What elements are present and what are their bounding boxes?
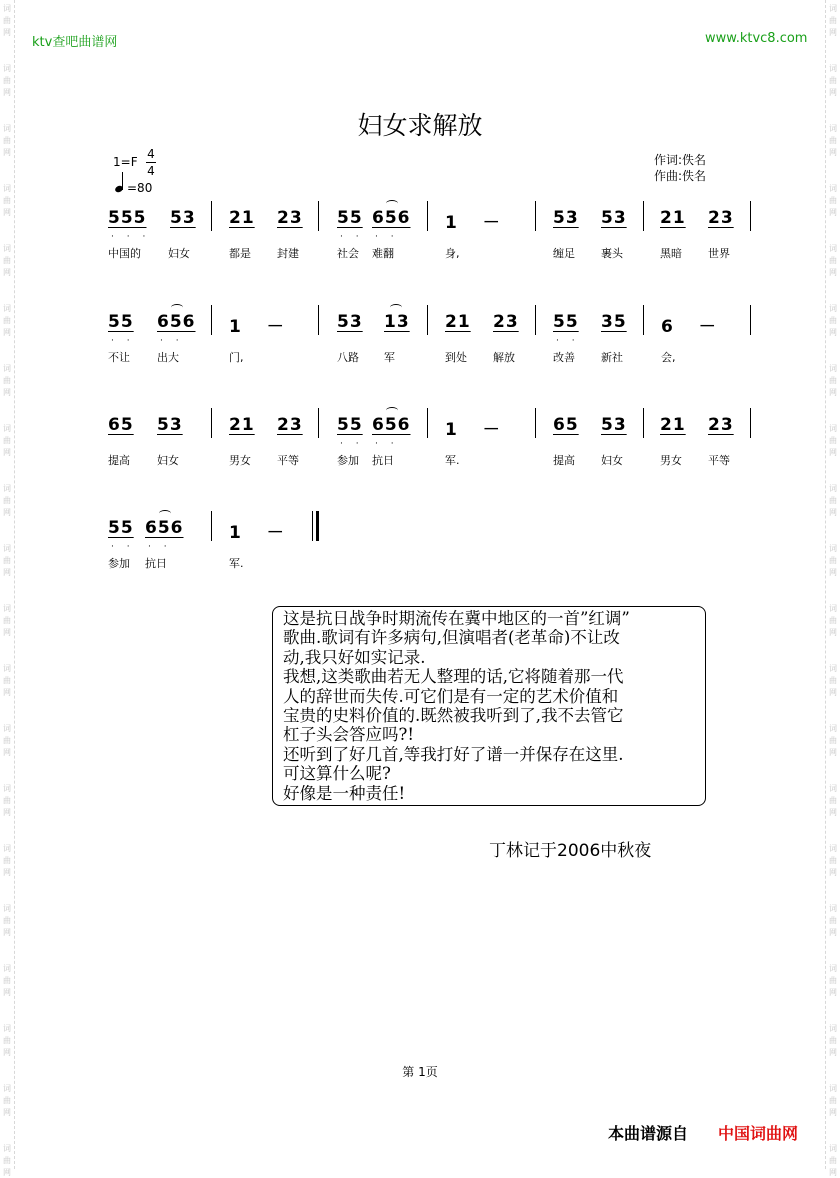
- margin-watermark-glyph: 网: [829, 28, 837, 37]
- lyricist: 作词:佚名: [654, 153, 707, 167]
- margin-watermark-glyph: 曲: [3, 1156, 11, 1165]
- footer-source-label: 本曲谱源自: [608, 1124, 689, 1143]
- score-note-group: 21: [229, 208, 255, 228]
- margin-watermark-glyph: 曲: [829, 196, 837, 205]
- lyric-syllables: 军.: [445, 454, 460, 467]
- lyric-syllables: 社会: [337, 247, 359, 260]
- margin-watermark-glyph: 曲: [3, 616, 11, 625]
- margin-watermark-glyph: 网: [3, 268, 11, 277]
- margin-watermark-glyph: 词: [3, 1084, 11, 1093]
- margin-watermark-glyph: 网: [3, 748, 11, 757]
- margin-watermark-glyph: 曲: [829, 856, 837, 865]
- margin-watermark-glyph: 曲: [3, 76, 11, 85]
- slur-mark: [390, 304, 402, 311]
- margin-watermark-glyph: 曲: [829, 16, 837, 25]
- margin-watermark-glyph: 网: [3, 628, 11, 637]
- margin-watermark-glyph: 网: [3, 568, 11, 577]
- score-note-group: 21: [445, 312, 471, 332]
- margin-watermark-glyph: 曲: [829, 976, 837, 985]
- octave-dots: · · ·: [111, 232, 151, 242]
- barline: [750, 305, 751, 335]
- margin-watermark-glyph: 词: [3, 124, 11, 133]
- margin-watermark-glyph: 网: [829, 1168, 837, 1177]
- score-note-group: 656: [372, 208, 411, 228]
- slur-mark: [159, 510, 171, 517]
- margin-watermark-glyph: 词: [3, 724, 11, 733]
- time-signature: [146, 146, 156, 179]
- slur-mark: [386, 200, 398, 207]
- margin-watermark-glyph: 曲: [3, 376, 11, 385]
- margin-watermark-glyph: 网: [829, 388, 837, 397]
- margin-watermark-glyph: 词: [3, 1144, 11, 1153]
- site-name-header[interactable]: ktv查吧曲谱网: [32, 35, 118, 50]
- barline: [750, 201, 751, 231]
- margin-watermark-glyph: 曲: [829, 1096, 837, 1105]
- lyric-syllables: 参加: [108, 557, 130, 570]
- score-note-group: 65: [108, 415, 134, 435]
- score-note-group: 65: [553, 415, 579, 435]
- lyric-syllables: 黑暗: [660, 247, 682, 260]
- margin-watermark-glyph: 网: [829, 508, 837, 517]
- octave-dots: · ·: [340, 232, 364, 242]
- score-note-group: 1 －: [445, 420, 510, 440]
- quarter-note-head-icon: [114, 185, 124, 194]
- lyric-syllables: 中国的: [108, 247, 141, 260]
- left-margin-strip: [0, 0, 15, 1177]
- lyric-syllables: 到处: [445, 351, 467, 364]
- margin-watermark-glyph: 网: [829, 808, 837, 817]
- time-signature-top: 4: [147, 147, 155, 161]
- margin-watermark-glyph: 网: [3, 808, 11, 817]
- margin-watermark-glyph: 词: [829, 124, 837, 133]
- lyric-syllables: 妇女: [168, 247, 190, 260]
- octave-dots: · ·: [148, 542, 172, 552]
- margin-watermark-glyph: 网: [829, 988, 837, 997]
- barline: [318, 408, 319, 438]
- margin-watermark-glyph: 词: [3, 484, 11, 493]
- margin-watermark-glyph: 词: [3, 4, 11, 13]
- margin-watermark-glyph: 网: [3, 1168, 11, 1177]
- margin-watermark-glyph: 曲: [3, 436, 11, 445]
- lyric-syllables: 都是: [229, 247, 251, 260]
- barline: [643, 201, 644, 231]
- margin-watermark-glyph: 网: [829, 928, 837, 937]
- margin-watermark-glyph: 曲: [3, 796, 11, 805]
- lyric-syllables: 妇女: [157, 454, 179, 467]
- margin-watermark-glyph: 曲: [3, 556, 11, 565]
- margin-watermark-glyph: 曲: [3, 1036, 11, 1045]
- lyric-syllables: 不让: [108, 351, 130, 364]
- slur-mark: [171, 304, 183, 311]
- score-note-group: 23: [708, 208, 734, 228]
- slur-mark: [386, 407, 398, 414]
- final-barline: [316, 511, 319, 541]
- score-note-group: 23: [708, 415, 734, 435]
- score-note-group: 53: [553, 208, 579, 228]
- margin-watermark-glyph: 词: [3, 784, 11, 793]
- lyric-syllables: 军.: [229, 557, 244, 570]
- margin-watermark-glyph: 网: [829, 688, 837, 697]
- octave-dots: · ·: [375, 439, 399, 449]
- margin-watermark-glyph: 网: [3, 28, 11, 37]
- margin-watermark-glyph: 网: [829, 748, 837, 757]
- score-note-group: 23: [277, 208, 303, 228]
- margin-watermark-glyph: 曲: [829, 436, 837, 445]
- score-note-group: 13: [384, 312, 410, 332]
- lyric-syllables: 裹头: [601, 247, 623, 260]
- lyric-syllables: 出大: [157, 351, 179, 364]
- commentary-line: 歌曲.歌词有许多病句,但演唱者(老革命)不让改: [283, 628, 620, 648]
- margin-watermark-glyph: 曲: [829, 136, 837, 145]
- margin-watermark-glyph: 词: [829, 304, 837, 313]
- footer-source-link[interactable]: 中国词曲网: [718, 1124, 799, 1143]
- score-note-group: 53: [601, 208, 627, 228]
- margin-watermark-glyph: 网: [829, 328, 837, 337]
- margin-watermark-glyph: 网: [3, 1108, 11, 1117]
- margin-watermark-glyph: 网: [829, 568, 837, 577]
- margin-watermark-glyph: 词: [829, 184, 837, 193]
- barline: [211, 408, 212, 438]
- margin-watermark-glyph: 词: [3, 604, 11, 613]
- song-title: 妇女求解放: [357, 111, 483, 140]
- margin-watermark-glyph: 曲: [829, 1156, 837, 1165]
- lyric-syllables: 平等: [708, 454, 730, 467]
- margin-watermark-glyph: 网: [829, 268, 837, 277]
- score-note-group: 35: [601, 312, 627, 332]
- margin-watermark-glyph: 词: [3, 244, 11, 253]
- margin-watermark-glyph: 网: [3, 688, 11, 697]
- score-note-group: 656: [372, 415, 411, 435]
- margin-watermark-glyph: 网: [829, 148, 837, 157]
- margin-watermark-glyph: 曲: [3, 856, 11, 865]
- barline: [750, 408, 751, 438]
- composer: 作曲:佚名: [654, 169, 707, 183]
- key-signature: 1=F: [113, 155, 138, 169]
- margin-watermark-glyph: 曲: [829, 736, 837, 745]
- lyric-syllables: 平等: [277, 454, 299, 467]
- margin-watermark-glyph: 词: [829, 964, 837, 973]
- score-note-group: 53: [157, 415, 183, 435]
- margin-watermark-glyph: 曲: [3, 256, 11, 265]
- margin-watermark-glyph: 网: [3, 1048, 11, 1057]
- commentary-line: 可这算什么呢?: [283, 764, 391, 784]
- margin-watermark-glyph: 曲: [829, 556, 837, 565]
- margin-watermark-glyph: 网: [829, 1048, 837, 1057]
- octave-dots: · ·: [111, 336, 135, 346]
- margin-watermark-glyph: 曲: [3, 916, 11, 925]
- site-url-header[interactable]: www.ktvc8.com: [705, 31, 808, 46]
- score-note-group: 21: [660, 208, 686, 228]
- margin-watermark-glyph: 词: [829, 64, 837, 73]
- margin-watermark-glyph: 词: [829, 604, 837, 613]
- score-note-group: 53: [170, 208, 196, 228]
- score-note-group: 55: [108, 518, 134, 538]
- margin-watermark-glyph: 曲: [3, 316, 11, 325]
- margin-watermark-glyph: 曲: [3, 136, 11, 145]
- barline: [643, 408, 644, 438]
- lyric-syllables: 提高: [553, 454, 575, 467]
- score-note-group: 55: [337, 208, 363, 228]
- barline: [318, 305, 319, 335]
- lyric-syllables: 新社: [601, 351, 623, 364]
- lyric-syllables: 军: [384, 351, 395, 364]
- score-note-group: 1 －: [229, 523, 294, 543]
- margin-watermark-glyph: 曲: [829, 616, 837, 625]
- margin-watermark-glyph: 词: [829, 784, 837, 793]
- barline: [427, 408, 428, 438]
- margin-watermark-glyph: 网: [3, 328, 11, 337]
- margin-watermark-glyph: 曲: [829, 1036, 837, 1045]
- commentary-line: 好像是一种责任!: [283, 783, 406, 803]
- margin-watermark-glyph: 曲: [829, 256, 837, 265]
- margin-watermark-glyph: 曲: [829, 796, 837, 805]
- score-note-group: 656: [157, 312, 196, 332]
- lyric-syllables: 八路: [337, 351, 359, 364]
- score-note-group: 555: [108, 208, 147, 228]
- barline: [318, 201, 319, 231]
- margin-watermark-glyph: 词: [829, 1084, 837, 1093]
- lyric-syllables: 男女: [660, 454, 682, 467]
- lyric-syllables: 男女: [229, 454, 251, 467]
- margin-watermark-glyph: 词: [3, 1024, 11, 1033]
- margin-watermark-glyph: 网: [3, 148, 11, 157]
- lyric-syllables: 缠足: [553, 247, 575, 260]
- margin-watermark-glyph: 网: [829, 208, 837, 217]
- barline: [535, 305, 536, 335]
- octave-dots: · ·: [375, 232, 399, 242]
- lyric-syllables: 世界: [708, 247, 730, 260]
- lyric-syllables: 抗日: [372, 454, 394, 467]
- tempo-value: =80: [127, 181, 153, 195]
- commentary-line: 宝贵的史料价值的.既然被我听到了,我不去管它: [283, 706, 624, 726]
- lyric-syllables: 解放: [493, 351, 515, 364]
- score-note-group: 23: [493, 312, 519, 332]
- commentary-line: 杠子头会答应吗?!: [283, 725, 414, 745]
- lyric-syllables: 妇女: [601, 454, 623, 467]
- margin-watermark-glyph: 曲: [3, 736, 11, 745]
- lyric-syllables: 抗日: [145, 557, 167, 570]
- margin-watermark-glyph: 曲: [829, 676, 837, 685]
- octave-dots: · ·: [111, 542, 135, 552]
- octave-dots: · ·: [160, 336, 184, 346]
- score-note-group: 21: [660, 415, 686, 435]
- barline: [211, 201, 212, 231]
- barline: [211, 511, 212, 541]
- barline: [427, 305, 428, 335]
- margin-watermark-glyph: 网: [3, 208, 11, 217]
- margin-watermark-glyph: 网: [3, 88, 11, 97]
- margin-watermark-glyph: 曲: [3, 496, 11, 505]
- margin-watermark-glyph: 网: [829, 88, 837, 97]
- margin-watermark-glyph: 曲: [829, 376, 837, 385]
- margin-watermark-glyph: 曲: [3, 676, 11, 685]
- commentary-line: 我想,这类歌曲若无人整理的话,它将随着那一代: [283, 667, 624, 687]
- margin-watermark-glyph: 词: [3, 424, 11, 433]
- margin-watermark-glyph: 词: [829, 844, 837, 853]
- score-note-group: 23: [277, 415, 303, 435]
- margin-watermark-glyph: 词: [829, 4, 837, 13]
- lyric-syllables: 参加: [337, 454, 359, 467]
- page-number: 第 1页: [402, 1065, 438, 1079]
- margin-watermark-glyph: 词: [829, 424, 837, 433]
- lyric-syllables: 会,: [661, 351, 676, 364]
- margin-watermark-glyph: 网: [3, 868, 11, 877]
- margin-watermark-glyph: 词: [3, 184, 11, 193]
- barline: [535, 201, 536, 231]
- right-margin-strip: [825, 0, 840, 1177]
- time-signature-bottom: 4: [147, 164, 155, 178]
- margin-watermark-glyph: 网: [3, 448, 11, 457]
- margin-watermark-glyph: 词: [829, 904, 837, 913]
- margin-watermark-glyph: 词: [829, 1144, 837, 1153]
- margin-watermark-glyph: 网: [3, 388, 11, 397]
- margin-watermark-glyph: 词: [3, 364, 11, 373]
- margin-watermark-glyph: 曲: [829, 316, 837, 325]
- score-note-group: 55: [337, 415, 363, 435]
- margin-watermark-glyph: 词: [3, 544, 11, 553]
- commentary-box: [272, 606, 706, 806]
- margin-watermark-glyph: 曲: [829, 76, 837, 85]
- margin-watermark-glyph: 曲: [829, 496, 837, 505]
- final-barline-thin: [312, 511, 313, 541]
- margin-watermark-glyph: 词: [3, 64, 11, 73]
- margin-watermark-glyph: 曲: [3, 196, 11, 205]
- barline: [427, 201, 428, 231]
- octave-dots: · ·: [556, 336, 580, 346]
- margin-watermark-glyph: 网: [3, 988, 11, 997]
- lyric-syllables: 身,: [445, 247, 460, 260]
- margin-watermark-glyph: 网: [829, 628, 837, 637]
- score-note-group: 55: [553, 312, 579, 332]
- commentary-line: 还听到了好几首,等我打好了谱一并保存在这里.: [283, 744, 624, 764]
- barline: [211, 305, 212, 335]
- lyric-syllables: 门,: [229, 351, 244, 364]
- lyric-syllables: 难翻: [372, 247, 394, 260]
- lyric-syllables: 封建: [277, 247, 299, 260]
- margin-watermark-glyph: 词: [3, 304, 11, 313]
- signature: 丁林记于2006中秋夜: [489, 841, 652, 861]
- margin-watermark-glyph: 曲: [3, 976, 11, 985]
- margin-watermark-glyph: 网: [829, 868, 837, 877]
- margin-watermark-glyph: 词: [3, 964, 11, 973]
- margin-watermark-glyph: 网: [3, 508, 11, 517]
- margin-watermark-glyph: 词: [829, 1024, 837, 1033]
- margin-watermark-glyph: 网: [3, 928, 11, 937]
- margin-watermark-glyph: 词: [829, 544, 837, 553]
- score-note-group: 53: [601, 415, 627, 435]
- score-note-group: 1 －: [445, 213, 510, 233]
- margin-watermark-glyph: 词: [3, 904, 11, 913]
- score-note-group: 6 －: [661, 317, 726, 337]
- margin-watermark-glyph: 词: [829, 664, 837, 673]
- score-note-group: 656: [145, 518, 184, 538]
- commentary-line: 动,我只好如实记录.: [283, 647, 426, 667]
- margin-watermark-glyph: 曲: [3, 1096, 11, 1105]
- margin-watermark-glyph: 网: [829, 448, 837, 457]
- commentary-line: 这是抗日战争时期流传在冀中地区的一首”红调”: [283, 609, 630, 628]
- margin-watermark-glyph: 词: [829, 364, 837, 373]
- score-note-group: 55: [108, 312, 134, 332]
- margin-watermark-glyph: 词: [829, 244, 837, 253]
- score-note-group: 1 －: [229, 317, 294, 337]
- commentary-line: 人的辞世而失传.可它们是有一定的艺术价值和: [283, 686, 619, 706]
- margin-watermark-glyph: 词: [829, 724, 837, 733]
- margin-watermark-glyph: 词: [3, 664, 11, 673]
- margin-watermark-glyph: 词: [3, 844, 11, 853]
- score-note-group: 53: [337, 312, 363, 332]
- credits: [654, 152, 706, 184]
- margin-watermark-glyph: 曲: [829, 916, 837, 925]
- score-note-group: 21: [229, 415, 255, 435]
- barline: [643, 305, 644, 335]
- margin-watermark-glyph: 词: [829, 484, 837, 493]
- lyric-syllables: 提高: [108, 454, 130, 467]
- margin-watermark-glyph: 曲: [3, 16, 11, 25]
- barline: [535, 408, 536, 438]
- lyric-syllables: 改善: [553, 351, 575, 364]
- margin-watermark-glyph: 网: [829, 1108, 837, 1117]
- octave-dots: · ·: [340, 439, 364, 449]
